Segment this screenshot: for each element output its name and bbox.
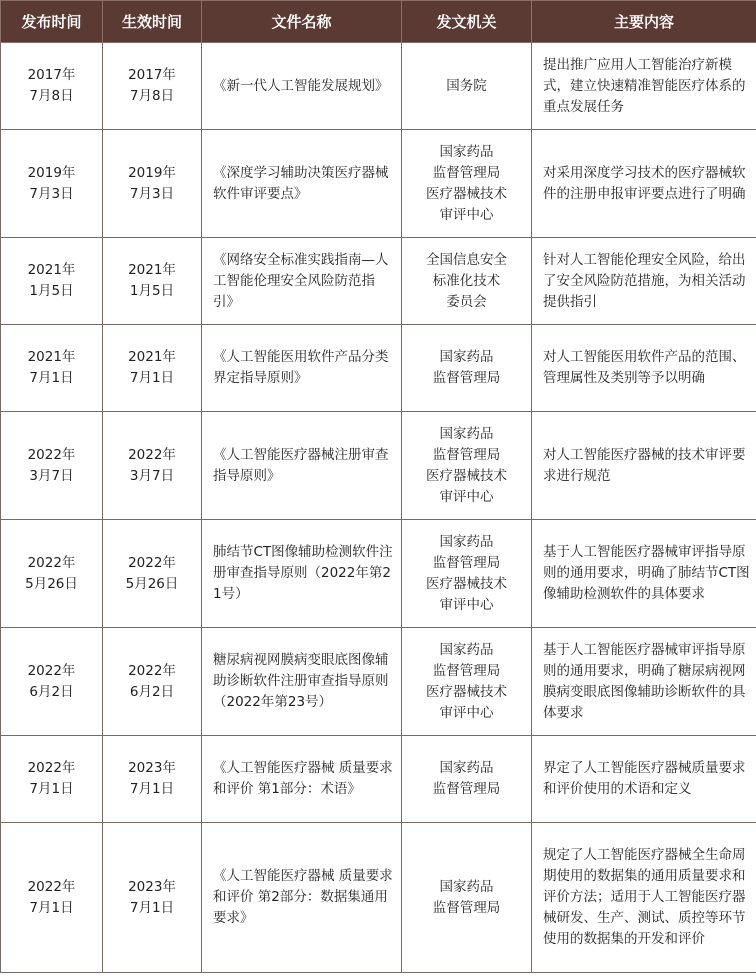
issuer-cell: 国家药品 监督管理局 医疗器械技术 审评中心 <box>402 520 532 628</box>
document-title-cell: 《深度学习辅助决策医疗器械软件审评要点》 <box>202 130 402 238</box>
publish-date-cell: 2021年 7月1日 <box>1 325 103 412</box>
issuer-cell: 国家药品 监督管理局 医疗器械技术 审评中心 <box>402 628 532 736</box>
issuer-cell: 全国信息安全 标准化技术 委员会 <box>402 238 532 325</box>
effective-date-cell: 2021年 1月5日 <box>103 238 202 325</box>
document-title-cell: 《人工智能医用软件产品分类界定指导原则》 <box>202 325 402 412</box>
table-row <box>1 736 756 823</box>
publish-date-cell: 2022年 5月26日 <box>1 520 103 628</box>
publish-date-cell: 2022年 6月2日 <box>1 628 103 736</box>
main-content-cell: 对采用深度学习技术的医疗器械软件的注册申报审评要点进行了明确 <box>532 130 756 238</box>
main-content-cell: 针对人工智能伦理安全风险，给出了安全风险防范措施，为相关活动提供指引 <box>532 238 756 325</box>
table-row <box>1 325 756 412</box>
document-title-cell: 《人工智能医疗器械 质量要求和评价 第1部分：术语》 <box>202 736 402 823</box>
document-title-cell: 《人工智能医疗器械注册审查指导原则》 <box>202 412 402 520</box>
table-row <box>1 823 756 973</box>
effective-date-cell: 2022年 5月26日 <box>103 520 202 628</box>
document-title-cell: 《人工智能医疗器械 质量要求和评价 第2部分：数据集通用要求》 <box>202 823 402 973</box>
table-row <box>1 43 756 130</box>
issuer-cell: 国家药品 监督管理局 医疗器械技术 审评中心 <box>402 130 532 238</box>
table-row <box>1 238 756 325</box>
publish-date-cell: 2021年 1月5日 <box>1 238 103 325</box>
main-content-cell: 规定了人工智能医疗器械全生命周期使用的数据集的通用质量要求和评价方法；适用于人工智能医疗器械研发、生产、测试、质控等环节使用的数据集的开发和评价 <box>532 823 756 973</box>
effective-date-cell: 2023年 7月1日 <box>103 736 202 823</box>
document-title-cell: 糖尿病视网膜病变眼底图像辅助诊断软件注册审查指导原则（2022年第23号） <box>202 628 402 736</box>
header-row <box>1 1 756 43</box>
table-row <box>1 520 756 628</box>
header-main-content: 主要内容 <box>532 1 756 43</box>
issuer-cell: 国家药品 监督管理局 医疗器械技术 审评中心 <box>402 412 532 520</box>
publish-date-cell: 2022年 7月1日 <box>1 736 103 823</box>
main-content-cell: 基于人工智能医疗器械审评指导原则的通用要求，明确了肺结节CT图像辅助检测软件的具体要求 <box>532 520 756 628</box>
issuer-cell: 国家药品 监督管理局 <box>402 736 532 823</box>
publish-date-cell: 2022年 7月1日 <box>1 823 103 973</box>
effective-date-cell: 2022年 3月7日 <box>103 412 202 520</box>
document-title-cell: 肺结节CT图像辅助检测软件注册审查指导原则（2022年第21号） <box>202 520 402 628</box>
main-content-cell: 对人工智能医用软件产品的范围、管理属性及类别等予以明确 <box>532 325 756 412</box>
table-row <box>1 412 756 520</box>
publish-date-cell: 2017年 7月8日 <box>1 43 103 130</box>
header-publish-date: 发布时间 <box>1 1 103 43</box>
issuer-cell: 国家药品 监督管理局 <box>402 823 532 973</box>
publish-date-cell: 2019年 7月3日 <box>1 130 103 238</box>
main-content-cell: 界定了人工智能医疗器械质量要求和评价使用的术语和定义 <box>532 736 756 823</box>
effective-date-cell: 2023年 7月1日 <box>103 823 202 973</box>
main-content-cell: 基于人工智能医疗器械审评指导原则的通用要求，明确了糖尿病视网膜病变眼底图像辅助诊断软件的具体要求 <box>532 628 756 736</box>
issuer-cell: 国家药品 监督管理局 <box>402 325 532 412</box>
table-row <box>1 628 756 736</box>
header-document-title: 文件名称 <box>202 1 402 43</box>
document-title-cell: 《新一代人工智能发展规划》 <box>202 43 402 130</box>
header-issuer: 发文机关 <box>402 1 532 43</box>
publish-date-cell: 2022年 3月7日 <box>1 412 103 520</box>
effective-date-cell: 2022年 6月2日 <box>103 628 202 736</box>
main-content-cell: 提出推广应用人工智能治疗新模式，建立快速精准智能医疗体系的重点发展任务 <box>532 43 756 130</box>
effective-date-cell: 2017年 7月8日 <box>103 43 202 130</box>
document-title-cell: 《网络安全标准实践指南—人工智能伦理安全风险防范指引》 <box>202 238 402 325</box>
main-content-cell: 对人工智能医疗器械的技术审评要求进行规范 <box>532 412 756 520</box>
effective-date-cell: 2019年 7月3日 <box>103 130 202 238</box>
issuer-cell: 国务院 <box>402 43 532 130</box>
header-effective-date: 生效时间 <box>103 1 202 43</box>
table-row <box>1 130 756 238</box>
effective-date-cell: 2021年 7月1日 <box>103 325 202 412</box>
